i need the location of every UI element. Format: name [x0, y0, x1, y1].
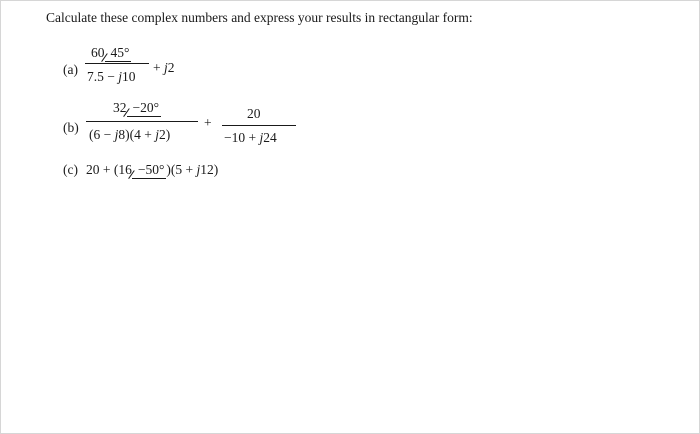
part-b-den1-part3: 2) [159, 127, 171, 142]
part-b-first-denominator [89, 128, 170, 142]
part-b-den1-j2: j [155, 127, 159, 142]
part-a-tail [153, 61, 175, 75]
part-c-label: (c) [63, 162, 78, 177]
part-c-middle: )(5 + [166, 162, 197, 177]
part-a-tail-j: j [164, 60, 168, 75]
part-b-first-numerator-magnitude: 32 [113, 100, 127, 115]
part-a-label: (a) [63, 62, 78, 77]
part-a-numerator-angle: 45° [105, 46, 132, 62]
part-a-denominator-j: j [118, 69, 123, 84]
part-b-second-fraction-bar [222, 125, 296, 126]
part-b-den2-j: j [259, 130, 264, 145]
part-a-denominator-text: 7.5 − [87, 69, 119, 84]
part-b-first-fraction-bar [86, 121, 198, 122]
part-b-label: (b) [63, 120, 79, 135]
part-b-first-numerator [113, 101, 161, 117]
part-a-plus: + [153, 60, 161, 75]
part-b-plus: + [204, 115, 212, 130]
part-c-suffix: 12) [200, 162, 219, 177]
part-b-den1-part2: 8)(4 + [118, 127, 156, 142]
part-c-prefix: 20 + (16 [86, 162, 132, 177]
part-b-den1-part1: (6 − [89, 127, 115, 142]
part-a-fraction-bar [85, 63, 149, 64]
part-a-tail-value: 2 [167, 60, 175, 75]
part-b-second-numerator: 20 [247, 106, 261, 121]
problem-prompt: Calculate these complex numbers and express your results in rectangular form: [46, 10, 473, 25]
part-a-denominator [87, 70, 136, 84]
part-b-den2-part2: 24 [263, 130, 277, 145]
part-c-angle: −50° [132, 163, 167, 179]
part-c-j: j [196, 162, 201, 177]
part-c-expression [86, 163, 218, 179]
part-a-denominator-value: 10 [122, 69, 136, 84]
part-b-den2-part1: −10 + [224, 130, 260, 145]
part-a-numerator-magnitude: 60 [91, 45, 105, 60]
part-b-second-denominator [224, 131, 277, 145]
part-b-first-numerator-angle: −20° [127, 101, 162, 117]
part-b-den1-j1: j [114, 127, 119, 142]
part-a-numerator [91, 46, 131, 62]
